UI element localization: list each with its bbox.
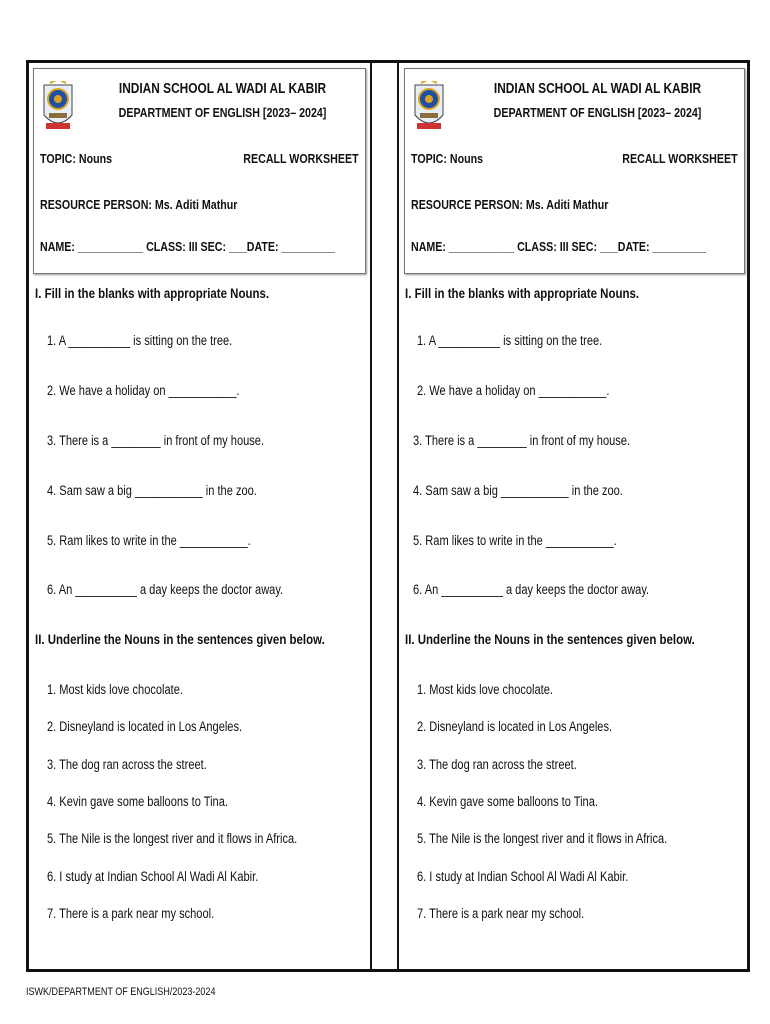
department-name: DEPARTMENT OF ENGLISH [2023– 2024] (493, 105, 702, 120)
fill-blank-item: 2. We have a holiday on ___________. (417, 383, 610, 398)
school-crest-icon (411, 81, 447, 135)
fill-blank-item: 3. There is a ________ in front of my house. (47, 433, 265, 448)
school-name: INDIAN SCHOOL AL WADI AL KABIR (118, 81, 327, 97)
header-box (33, 68, 366, 274)
underline-item: 2. Disneyland is located in Los Angeles. (47, 719, 243, 734)
underline-item: 7. There is a park near my school. (417, 906, 585, 921)
header-box (404, 68, 745, 274)
underline-item: 1. Most kids love chocolate. (417, 682, 553, 697)
department-name: DEPARTMENT OF ENGLISH [2023– 2024] (118, 105, 327, 120)
school-name: INDIAN SCHOOL AL WADI AL KABIR (493, 81, 702, 97)
fill-blank-item: 2. We have a holiday on ___________. (47, 383, 240, 398)
section2-title: II. Underline the Nouns in the sentences given below. (405, 631, 695, 647)
column-gutter (372, 63, 397, 969)
fill-blank-item: 1. A __________ is sitting on the tree. (47, 333, 233, 348)
page-footer: ISWK/DEPARTMENT OF ENGLISH/2023-2024 (26, 986, 216, 998)
worksheet-sheet (26, 60, 750, 972)
section1-title: I. Fill in the blanks with appropriate Nouns. (35, 285, 270, 301)
student-details-row (40, 239, 359, 254)
right-worksheet-copy (397, 63, 750, 969)
underline-item: 7. There is a park near my school. (47, 906, 215, 921)
name-class-date-line: NAME: ___________ CLASS: III SEC: ___DATE: _________ (411, 239, 706, 254)
student-details-row (411, 239, 738, 254)
left-worksheet-copy (29, 63, 372, 969)
underline-item: 1. Most kids love chocolate. (47, 682, 183, 697)
fill-blank-item: 4. Sam saw a big ___________ in the zoo. (47, 483, 257, 498)
underline-item: 6. I study at Indian School Al Wadi Al Kabir. (47, 869, 259, 884)
underline-item: 4. Kevin gave some balloons to Tina. (47, 794, 228, 809)
underline-item: 5. The Nile is the longest river and it flows in Africa. (47, 831, 298, 846)
fill-blank-item: 6. An __________ a day keeps the doctor away. (47, 582, 284, 597)
fill-blank-item: 1. A __________ is sitting on the tree. (417, 333, 603, 348)
topic-row (40, 151, 359, 166)
underline-item: 6. I study at Indian School Al Wadi Al Kabir. (417, 869, 629, 884)
underline-item: 3. The dog ran across the street. (417, 757, 577, 772)
resource-person: RESOURCE PERSON: Ms. Aditi Mathur (411, 197, 609, 212)
section2-title: II. Underline the Nouns in the sentences given below. (35, 631, 325, 647)
fill-blank-item: 5. Ram likes to write in the ___________. (47, 533, 251, 548)
fill-blank-item: 4. Sam saw a big ___________ in the zoo. (413, 483, 623, 498)
worksheet-type: RECALL WORKSHEET (622, 151, 738, 166)
topic-label: TOPIC: Nouns (411, 151, 484, 166)
fill-blank-item: 6. An __________ a day keeps the doctor away. (413, 582, 650, 597)
resource-person: RESOURCE PERSON: Ms. Aditi Mathur (40, 197, 238, 212)
section1-title: I. Fill in the blanks with appropriate Nouns. (405, 285, 640, 301)
school-crest-icon (40, 81, 76, 135)
fill-blank-item: 5. Ram likes to write in the ___________. (413, 533, 617, 548)
underline-item: 4. Kevin gave some balloons to Tina. (417, 794, 598, 809)
underline-item: 5. The Nile is the longest river and it flows in Africa. (417, 831, 668, 846)
resource-row (411, 197, 738, 212)
topic-row (411, 151, 738, 166)
resource-row (40, 197, 359, 212)
worksheet-type: RECALL WORKSHEET (243, 151, 359, 166)
name-class-date-line: NAME: ___________ CLASS: III SEC: ___DATE: _________ (40, 239, 335, 254)
underline-item: 2. Disneyland is located in Los Angeles. (417, 719, 613, 734)
fill-blank-item: 3. There is a ________ in front of my house. (413, 433, 631, 448)
underline-item: 3. The dog ran across the street. (47, 757, 207, 772)
topic-label: TOPIC: Nouns (40, 151, 113, 166)
